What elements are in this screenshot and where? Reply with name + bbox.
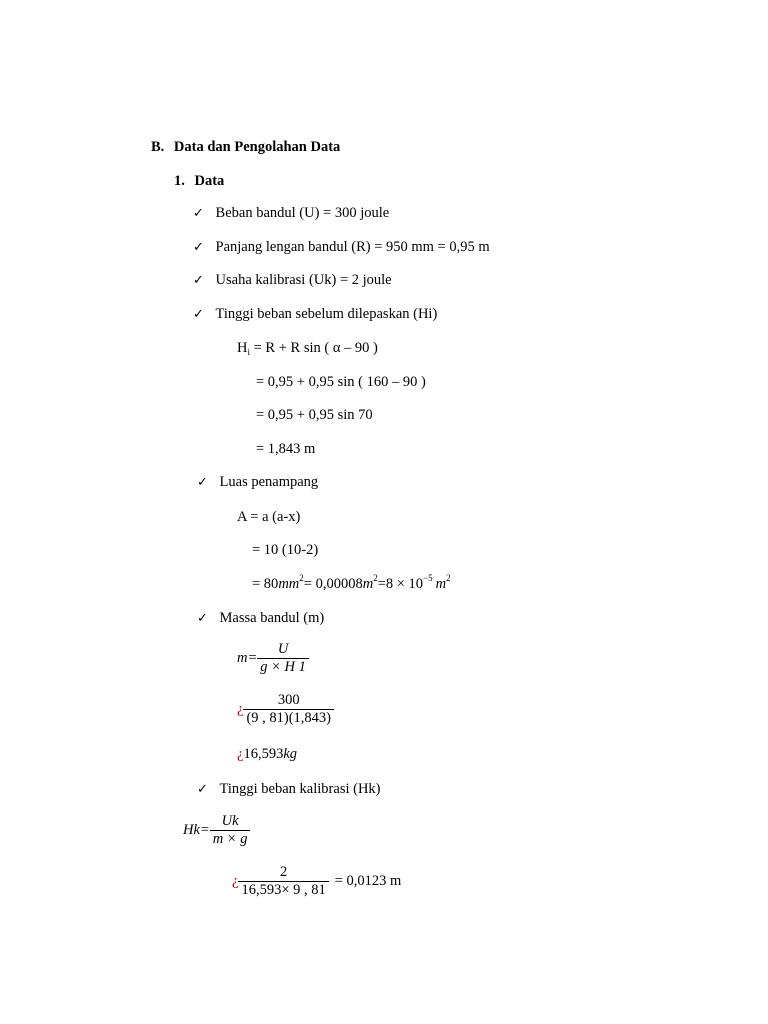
hi-subscript: i xyxy=(247,347,250,357)
item-text: Tinggi beban kalibrasi (Hk) xyxy=(219,781,381,797)
item-text: Beban bandul (U) = 300 joule xyxy=(215,205,390,221)
hk-substitution xyxy=(232,865,401,898)
list-item-tinggi-kalibrasi xyxy=(197,782,381,797)
hi-equation-line-1 xyxy=(237,341,378,356)
luas-exp4: 2 xyxy=(446,573,451,583)
luas-exp2: 2 xyxy=(373,573,378,583)
item-text: Panjang lengan bandul (R) = 950 mm = 0,95 m xyxy=(215,239,490,255)
luas-unit-m: m xyxy=(362,576,374,592)
hi-symbol: H xyxy=(237,340,248,356)
luas-equation-line-2: = 10 (10-2) xyxy=(252,542,319,558)
massa-sub-denominator: (9 , 81)(1,843) xyxy=(243,709,334,726)
checkmark-icon: ✓ xyxy=(197,475,208,490)
luas-equation-line-3 xyxy=(252,573,451,592)
luas-prefix: = 80 xyxy=(252,576,279,592)
hi-line-1: = R + R sin ( α – 90 ) xyxy=(250,340,378,356)
hk-fraction xyxy=(210,814,251,847)
checkmark-icon: ✓ xyxy=(193,307,204,322)
massa-sub-numerator: 300 xyxy=(277,692,300,708)
massa-lhs: m= xyxy=(237,650,258,667)
list-item-tinggi xyxy=(193,307,437,322)
hk-result: = 0,0123 m xyxy=(334,873,402,890)
checkmark-icon: ✓ xyxy=(197,611,208,626)
list-item-beban xyxy=(193,206,389,221)
checkmark-icon: ✓ xyxy=(193,240,204,255)
hk-sub-denominator: 16,593× 9 , 81 xyxy=(238,881,328,898)
luas-eq: =8 × 10 xyxy=(377,576,424,592)
luas-unit-m2: m xyxy=(435,576,447,592)
hi-equation-line-2: = 0,95 + 0,95 sin ( 160 – 90 ) xyxy=(256,374,426,390)
checkmark-icon: ✓ xyxy=(193,206,204,221)
luas-exp: 2 xyxy=(299,573,304,583)
item-text: Usaha kalibrasi (Uk) = 2 joule xyxy=(215,272,392,288)
massa-result-unit: kg xyxy=(283,746,297,762)
subsection-heading xyxy=(174,174,224,189)
massa-sub-fraction xyxy=(243,693,334,726)
inverted-question-marker: ¿ xyxy=(237,701,244,718)
checkmark-icon: ✓ xyxy=(193,273,204,288)
list-item-panjang xyxy=(193,240,490,255)
section-heading xyxy=(151,140,340,155)
checkmark-icon: ✓ xyxy=(197,782,208,797)
hk-formula xyxy=(183,814,250,847)
hi-equation-line-3: = 0,95 + 0,95 sin 70 xyxy=(256,407,373,423)
hi-equation-line-4: = 1,843 m xyxy=(256,441,316,457)
massa-result xyxy=(237,747,297,762)
hk-lhs: Hk= xyxy=(183,822,210,839)
inverted-question-marker: ¿ xyxy=(232,873,239,890)
item-text: Tinggi beban sebelum dilepaskan (Hi) xyxy=(215,306,438,322)
item-text: Massa bandul (m) xyxy=(219,610,325,626)
massa-denominator: g × H 1 xyxy=(257,658,309,675)
subsection-number: 1. xyxy=(174,173,185,189)
massa-formula xyxy=(237,642,309,675)
hk-sub-numerator: 2 xyxy=(279,864,288,880)
massa-numerator: U xyxy=(277,641,289,657)
luas-equation-line-1: A = a (a-x) xyxy=(237,509,301,525)
list-item-usaha xyxy=(193,273,392,288)
inverted-question-marker: ¿ xyxy=(237,746,244,762)
luas-exp3: −5 xyxy=(423,573,433,583)
massa-fraction xyxy=(257,642,309,675)
luas-unit-mm: mm xyxy=(278,576,300,592)
massa-result-value: 16,593 xyxy=(243,746,284,762)
hk-sub-fraction xyxy=(238,865,328,898)
section-letter: B. xyxy=(151,139,165,155)
section-title: Data dan Pengolahan Data xyxy=(173,139,341,155)
item-text: Luas penampang xyxy=(219,474,319,490)
massa-substitution xyxy=(237,693,334,726)
luas-mid: = 0,00008 xyxy=(303,576,363,592)
list-item-massa xyxy=(197,611,324,626)
list-item-luas xyxy=(197,475,318,490)
hk-denominator: m × g xyxy=(210,830,251,847)
subsection-title: Data xyxy=(194,173,225,189)
hk-numerator: Uk xyxy=(221,813,239,829)
